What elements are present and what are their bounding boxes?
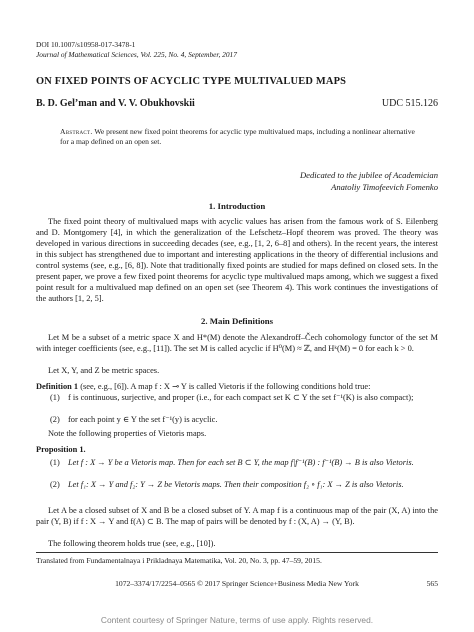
translation-note: Translated from Fundamentalnaya i Prikladnaya Matematika, Vol. 20, No. 3, pp. 47–59, 2015. [36, 556, 322, 565]
dedication-line-2: Anatoliy Timofeevich Fomenko [331, 182, 438, 192]
paper-title: ON FIXED POINTS OF ACYCLIC TYPE MULTIVALUED MAPS [36, 76, 347, 87]
theorem-intro-line: The following theorem holds true (see, e.g., [10]). [48, 539, 216, 548]
section-1-heading: 1. Introduction [208, 201, 266, 211]
journal-line: Journal of Mathematical Sciences, Vol. 225, No. 4, September, 2017 [36, 50, 237, 59]
abstract-label: Abstract. [60, 127, 93, 136]
copyright-line: 1072–3374/17/2254–0565 © 2017 Springer Science+Business Media New York [115, 579, 359, 588]
item-number: (2) [50, 480, 60, 489]
definition-1 [36, 381, 438, 392]
section-1-paragraph: The fixed point theory of multivalued maps with acyclic values has arisen from the famous work of S. Eilenberg and D. Montgomery [4], in which the generalization of the Lefschetz–Hopf theorem was proved. The theory was developed in various directions in succeeding decades (see, e.g., [1, 2, 6–8] and others). In the recent years, the interest in this subject has strengthened due to important and interesting applications in the theory of differential inclusions and control systems (see, e.g., [6, 8]). Note that traditionally fixed points are studied for maps defined on closed sets. In the present paper, we prove a few fixed point theorems for acyclic type multivalued maps among, which we suggest a fixed point result for a multivalued map defined on an open set (see Theorem 4). This work continues the investigations of the authors [1, 2, 5]. [36, 217, 438, 303]
definition-item-1 [50, 392, 438, 403]
definition-1-text: (see, e.g., [6]). A map f : X ⊸ Y is called Vietoris if the following conditions hold true: [80, 382, 371, 391]
metric-spaces-line: Let X, Y, and Z be metric spaces. [48, 366, 160, 375]
definition-acyclic-paragraph: Let M be a subset of a metric space X and H*(M) denote the Alexandroff–Čech cohomology functor of the set M with integer coefficients (see, e.g., [11]). The set M is called acyclic if H⁰(M) ≈ ℤ, and Hᵏ(M) = 0 for each k > 0. [36, 333, 438, 353]
proposition-1-label: Proposition 1. [36, 445, 86, 454]
item-number: (1) [50, 458, 60, 467]
footnote-rule [36, 552, 438, 553]
courtesy-notice: Content courtesy of Springer Nature, terms of use apply. Rights reserved. [100, 615, 374, 625]
authors: B. D. Gel’man and V. V. Obukhovskii [36, 98, 195, 109]
map-of-pairs-paragraph: Let A be a closed subset of X and B be a closed subset of Y. A map f is a continuous map of the pair (X, A) into the pair (Y, B) if f : X → Y and f(A) ⊂ B. The map of pairs will be denoted by f : (X, A) → (Y, B). [36, 506, 438, 526]
item-text: f is continuous, surjective, and proper (i.e., for each compact set K ⊂ Y the set f⁻¹(K) is also compact); [68, 393, 414, 402]
definition-1-label: Definition 1 [36, 382, 79, 391]
item-number: (1) [50, 393, 60, 402]
doi-line: DOI 10.1007/s10958-017-3478-1 [36, 40, 136, 49]
proposition-item-1 [50, 457, 438, 468]
definition-item-2 [50, 414, 438, 425]
vietoris-note: Note the following properties of Vietoris maps. [48, 429, 207, 438]
item-text: Let f₁: X → Y and f₂: Y → Z be Vietoris maps. Then their composition f₂ ∘ f₁: X → Z is also Vietoris. [68, 480, 404, 489]
item-text: for each point y ∈ Y the set f⁻¹(y) is acyclic. [68, 415, 218, 424]
page-number: 565 [426, 579, 438, 588]
abstract-text: We present new fixed point theorems for acyclic type multivalued maps, including a nonlinear alternative for a map defined on an open set. [60, 127, 415, 147]
udc-code: UDC 515.126 [381, 98, 438, 109]
proposition-item-2 [50, 479, 438, 490]
section-2-heading: 2. Main Definitions [200, 316, 274, 326]
item-number: (2) [50, 415, 60, 424]
dedication-line-1: Dedicated to the jubilee of Academician [299, 170, 438, 180]
abstract [60, 127, 416, 147]
item-text: Let f : X → Y be a Vietoris map. Then for each set B ⊂ Y, the map f|f⁻¹(B) : f⁻¹(B) → B is also Vietoris. [68, 458, 414, 467]
